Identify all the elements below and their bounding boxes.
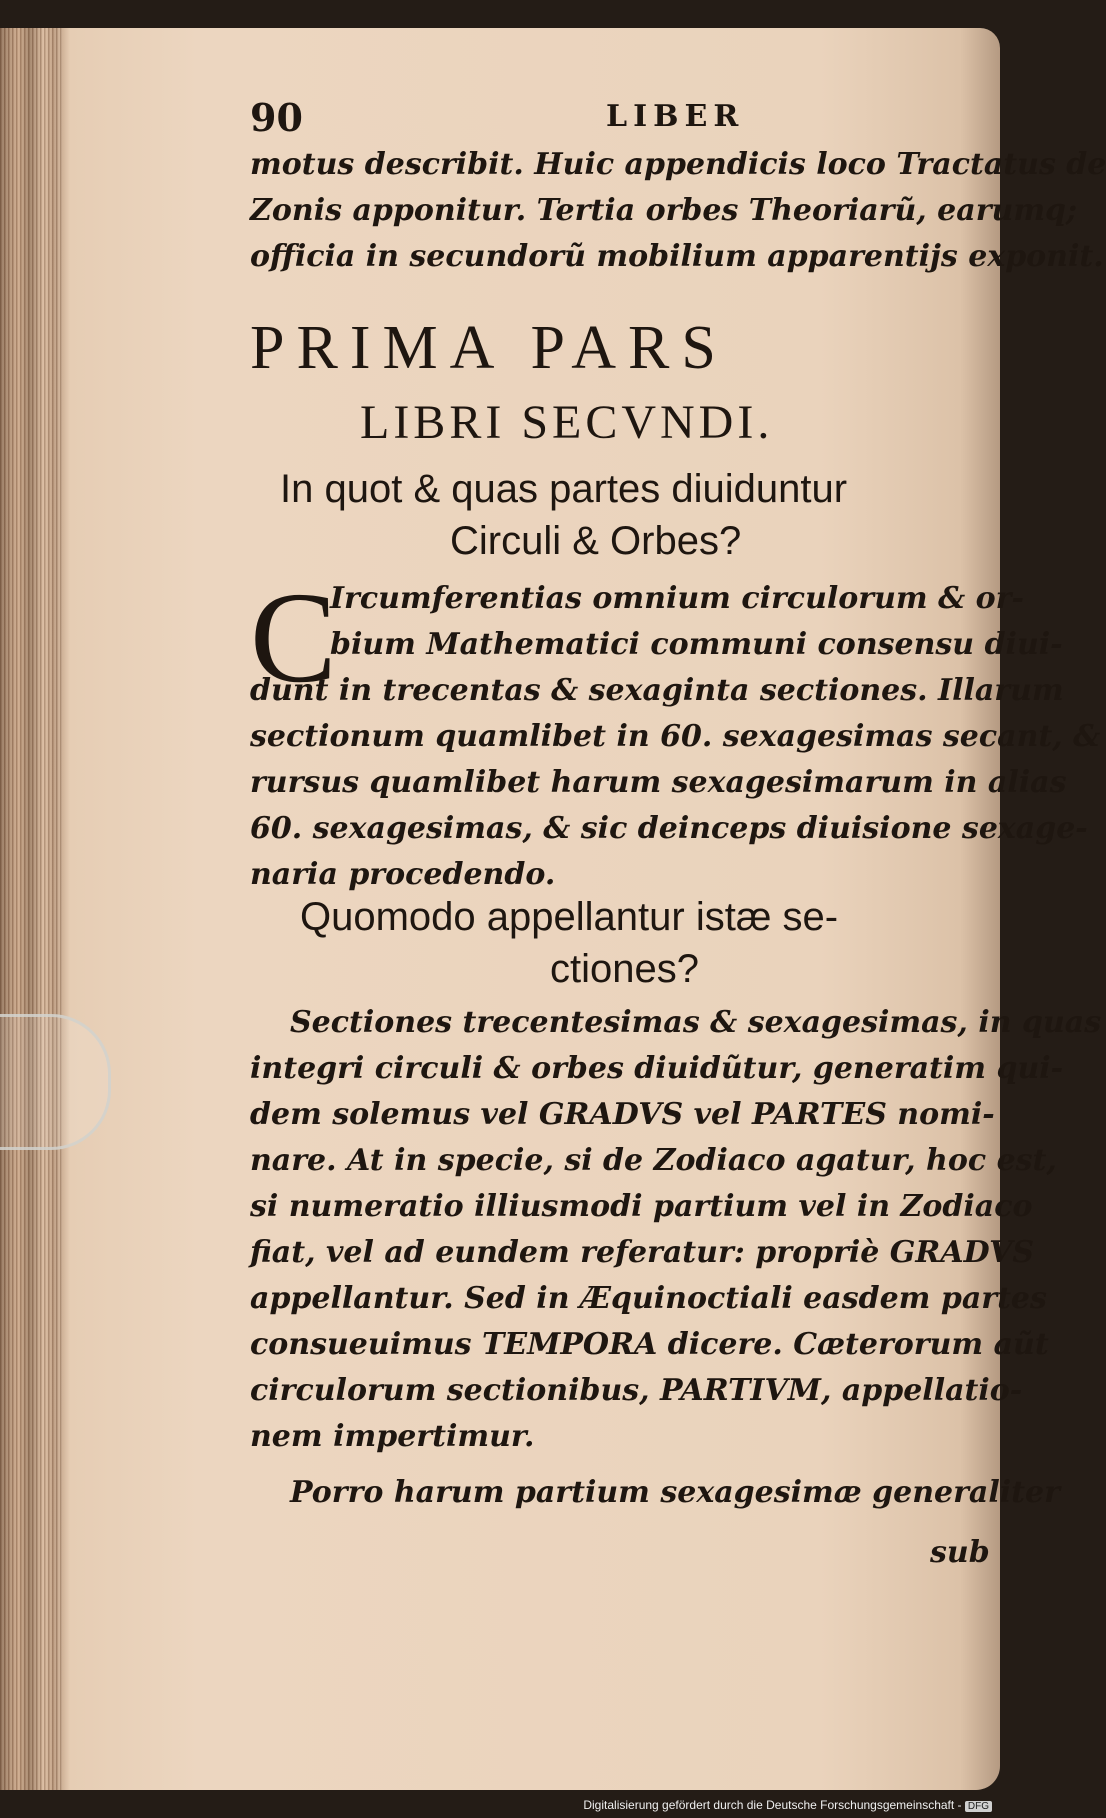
paragraph-line: rursus quamlibet harum sexagesimarum in alias	[250, 765, 1067, 800]
page-clip	[0, 1014, 111, 1150]
paragraph-line: Sectiones trecentesimas & sexagesimas, in quas	[290, 1005, 1102, 1040]
paragraph-line: si numeratio illiusmodi partium vel in Zodiaco	[250, 1189, 1033, 1224]
answer-paragraph	[250, 566, 1101, 893]
paragraph-line: naria procedendo.	[250, 857, 556, 892]
paragraph-line: dunt in trecentas & sexaginta sectiones. Illarum	[250, 673, 1064, 708]
paragraph-line: Porro harum partium sexagesimæ generaliter	[290, 1475, 1060, 1510]
folio-number: 90	[250, 95, 303, 140]
paragraph-line: integri circuli & orbes diuidũtur, generatim qui-	[250, 1051, 1064, 1086]
paragraph-line: consueuimus TEMPORA dicere. Cæterorum aũt	[250, 1327, 1049, 1362]
answer-paragraph	[250, 1005, 1102, 1485]
question-heading: In quot & quas partes diuiduntur	[280, 467, 848, 511]
text-block	[250, 95, 1106, 1595]
running-head	[250, 95, 745, 140]
question-heading: Quomodo appellantur istæ se-	[300, 895, 839, 939]
paragraph-line: 60. sexagesimas, & sic deinceps diuisione sexage-	[250, 811, 1088, 846]
paragraph-line: sectionum quamlibet in 60. sexagesimas secant, &	[250, 719, 1101, 754]
running-head-title: LIBER	[606, 99, 745, 134]
paragraph-line: nare. At in specie, si de Zodiaco agatur, hoc est,	[250, 1143, 1057, 1178]
paragraph-line: dem solemus vel GRADVS vel PARTES nomi-	[250, 1097, 995, 1132]
paragraph-line: circulorum sectionibus, PARTIVM, appellatio-	[250, 1373, 1023, 1408]
part-title-line1: PRIMA PARS	[250, 314, 728, 382]
catchword: sub	[930, 1535, 990, 1570]
intro-line: Zonis apponitur. Tertia orbes Theoriarũ, earumq;	[250, 193, 1078, 228]
paragraph-line: fiat, vel ad eundem referatur: propriè GRADVS	[250, 1235, 1035, 1270]
intro-line: motus describit. Huic appendicis loco Tractatus de	[250, 147, 1106, 182]
paragraph-line: Ircumferentias omnium circulorum & or-	[330, 581, 1024, 616]
paragraph-line: nem impertimur.	[250, 1419, 535, 1454]
drop-capital: C	[250, 566, 337, 710]
question-heading: ctiones?	[550, 947, 699, 991]
dfg-logo: DFG	[965, 1801, 992, 1812]
paragraph-line: bium Mathematici communi consensu diui-	[330, 627, 1063, 662]
credit-text: Digitalisierung gefördert durch die Deutsche Forschungsgemeinschaft -	[583, 1798, 962, 1812]
page-edges	[0, 28, 62, 1790]
question-heading: Circuli & Orbes?	[450, 519, 742, 563]
part-title-line2: LIBRI SECVNDI.	[360, 396, 774, 449]
intro-line: officia in secundorũ mobilium apparentijs exponit.	[250, 239, 1104, 274]
digitization-credit	[583, 1798, 992, 1812]
paragraph-line: appellantur. Sed in Æquinoctiali easdem partes	[250, 1281, 1047, 1316]
